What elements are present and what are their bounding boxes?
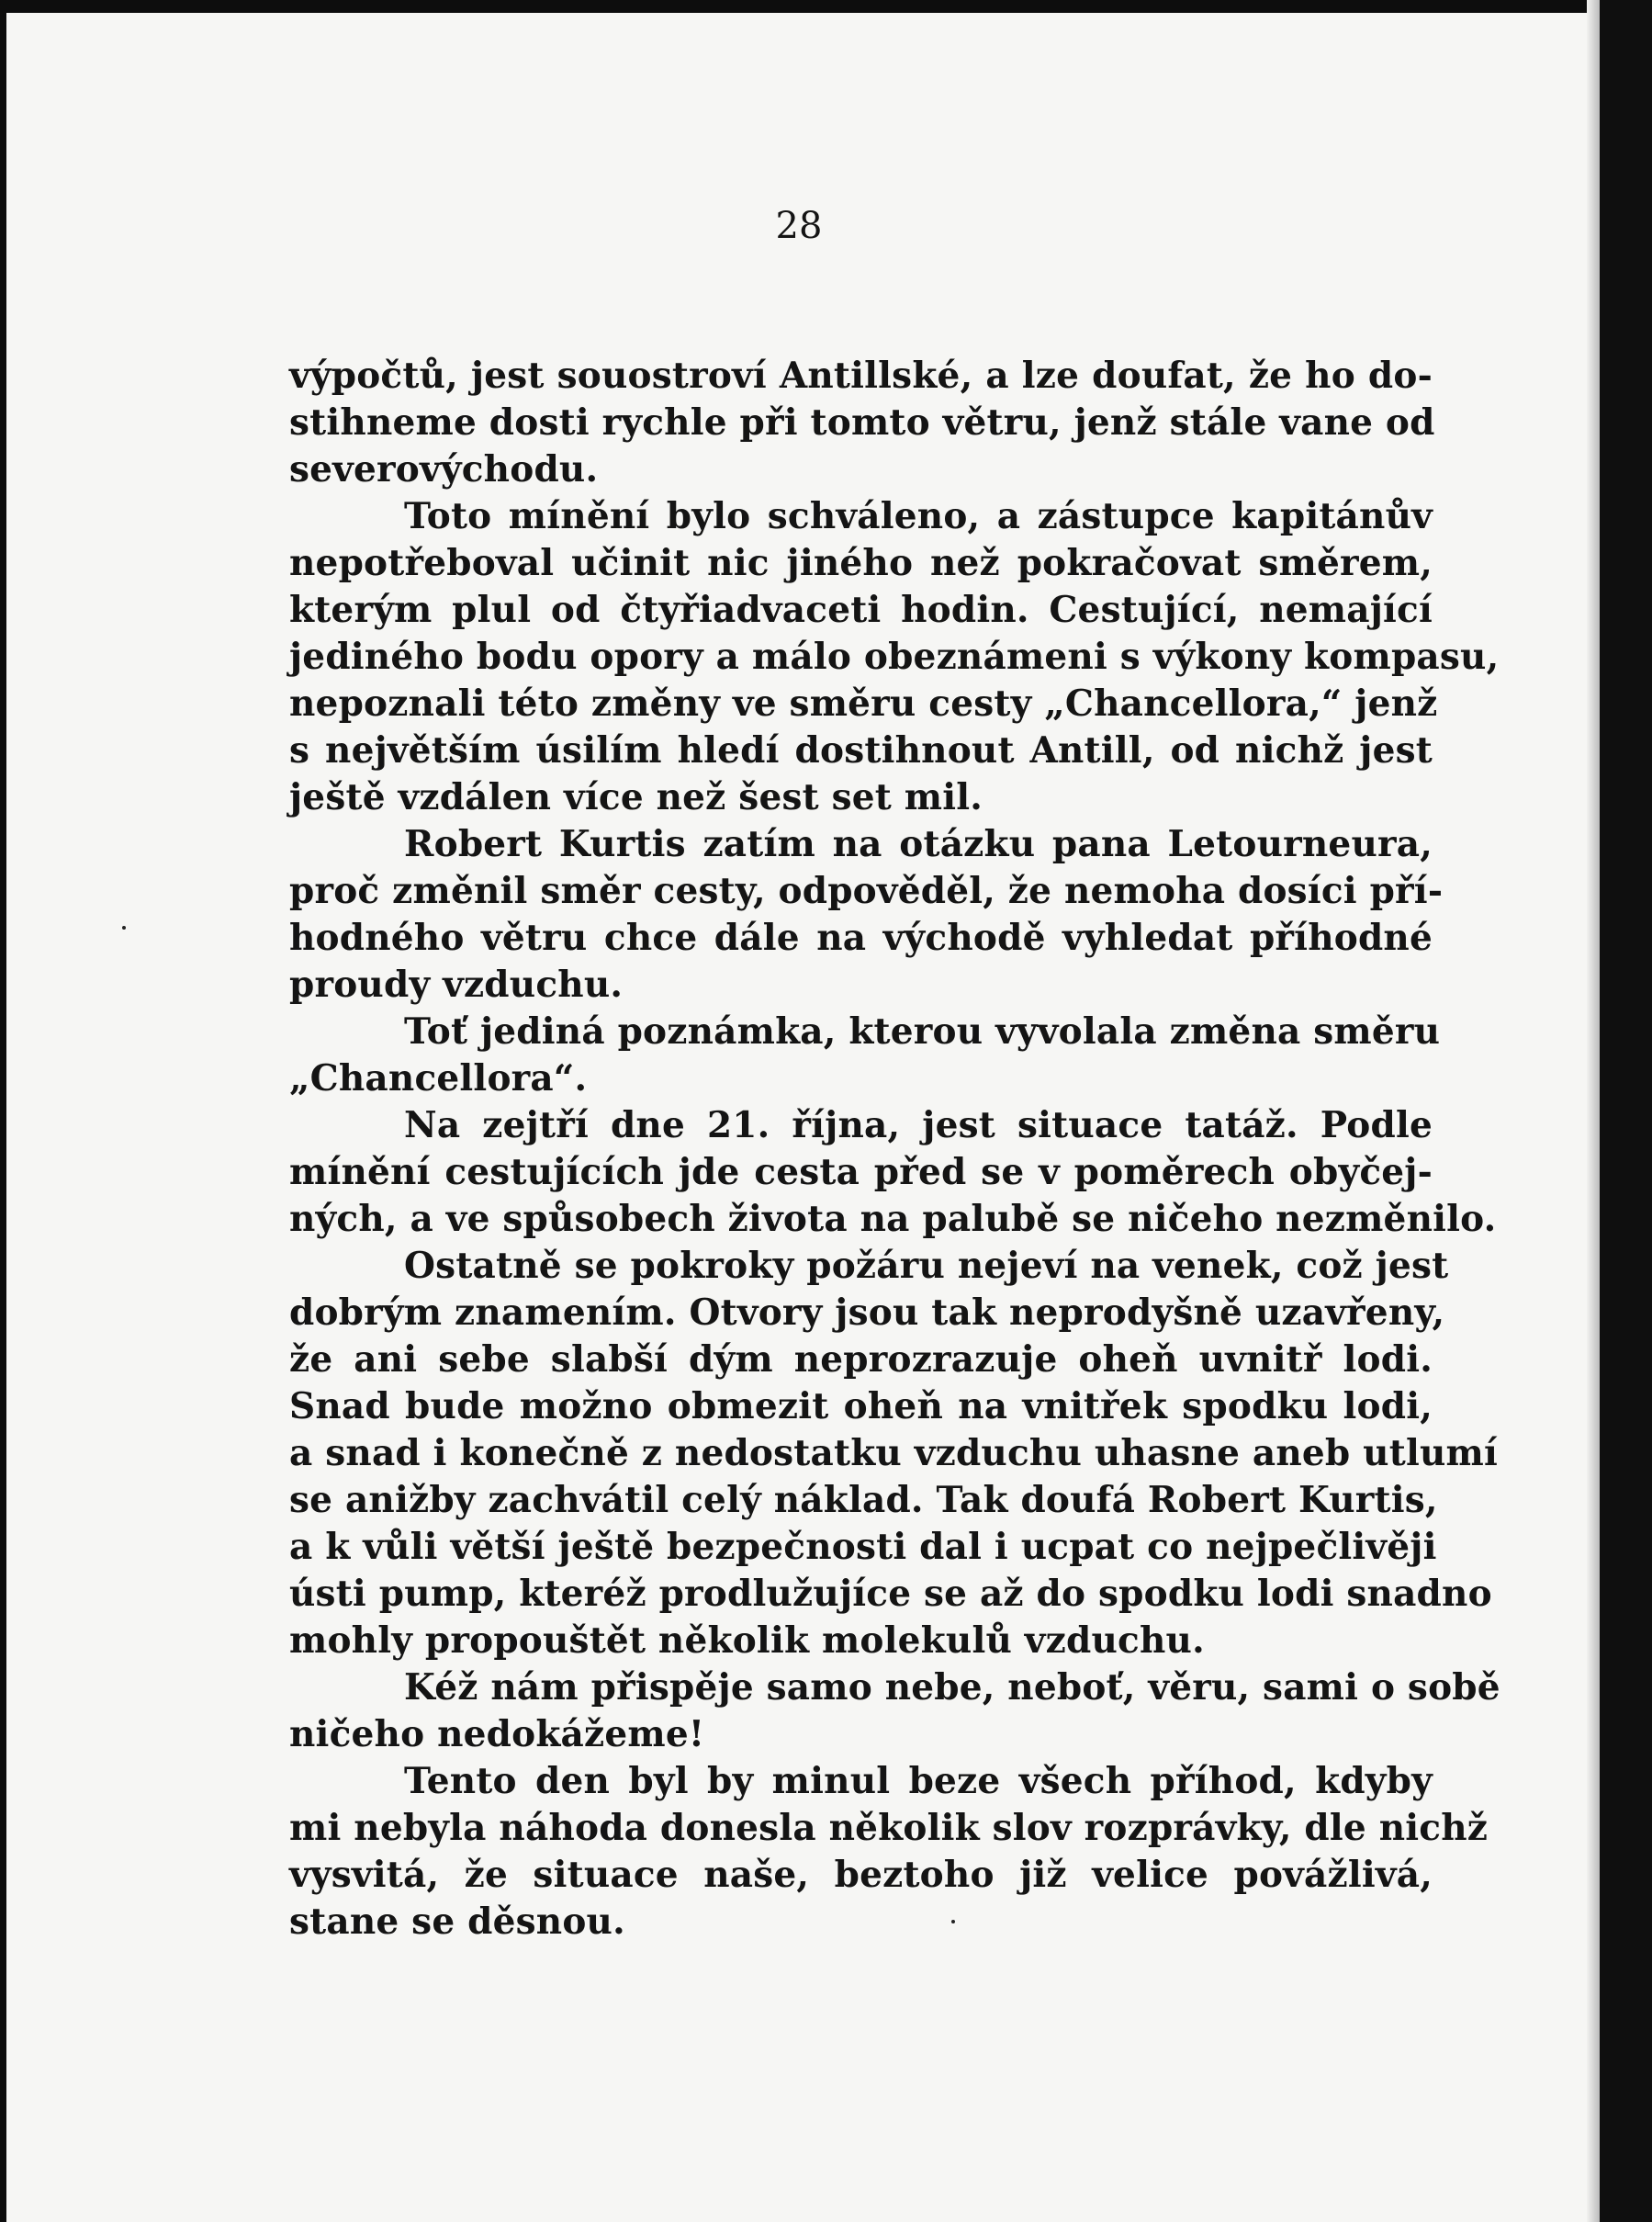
scan-border-left [0, 0, 6, 2222]
text-line: jediného bodu opory a málo obeznámeni s výkony kompasu, [289, 636, 1500, 678]
text-line: se anižby zachvátil celý náklad. Tak doufá Robert Kurtis, [289, 1479, 1438, 1521]
text-line: mi nebyla náhoda donesla několik slov rozprávky, dle nichž [289, 1807, 1489, 1849]
text-line: dobrým znamením. Otvory jsou tak neprodyšně uzavřeny, [289, 1291, 1445, 1334]
text-line: kterým plul od čtyřiadvaceti hodin. Cestující, nemající [289, 589, 1433, 631]
text-line: proudy vzduchu. [289, 964, 624, 1006]
text-line: že ani sebe slabší dým neprozrazuje oheň uvnitř lodi. [289, 1338, 1433, 1381]
text-line: ných, a ve spůsobech života na palubě se ničeho nezměnilo. [289, 1198, 1497, 1240]
text-line: Snad bude možno obmezit oheň na vnitřek spodku lodi, [289, 1385, 1433, 1427]
text-line: ještě vzdálen více než šest set mil. [289, 776, 983, 818]
body-text [289, 353, 1500, 1946]
text-line: nepoznali této změny ve směru cesty „Chancellora,“ jenž [289, 682, 1438, 725]
print-speck [951, 1920, 955, 1923]
print-speck [122, 926, 126, 930]
text-line: Kéž nám přispěje samo nebe, neboť, věru, sami o sobě [404, 1666, 1500, 1709]
text-line: a snad i konečně z nedostatku vzduchu uhasne aneb utlumí [289, 1432, 1499, 1474]
text-line: severovýchodu. [289, 448, 599, 491]
text-line: Toto mínění bylo schváleno, a zástupce kapitánův [404, 495, 1433, 537]
text-line: Na zejtří dne 21. října, jest situace tatáž. Podle [404, 1104, 1433, 1146]
text-line: s největším úsilím hledí dostihnout Antill, od nichž jest [289, 729, 1433, 772]
text-line: stihneme dosti rychle při tomto větru, jenž stále vane od [289, 401, 1435, 444]
scan-border-right [1600, 0, 1652, 2222]
text-line: vysvitá, že situace naše, beztoho již velice povážlivá, [289, 1854, 1433, 1896]
scan-border-top [0, 0, 1652, 13]
text-line: „Chancellora“. [289, 1057, 588, 1100]
page-number: 28 [775, 205, 823, 247]
text-line: mínění cestujících jde cesta před se v poměrech obyčej- [289, 1151, 1433, 1193]
text-line: hodného větru chce dále na východě vyhledat příhodné [289, 917, 1433, 959]
text-line: proč změnil směr cesty, odpověděl, že nemoha dosíci pří- [289, 870, 1444, 912]
text-line: ničeho nedokážeme! [289, 1713, 705, 1755]
text-line: ústi pump, kteréž prodlužujíce se až do spodku lodi snadno [289, 1573, 1492, 1615]
text-line: Ostatně se pokroky požáru nejeví na venek, což jest [404, 1245, 1449, 1287]
text-line: stane se děsnou. [289, 1901, 625, 1943]
text-line: Tento den byl by minul beze všech příhod, kdyby [404, 1760, 1433, 1802]
text-line: výpočtů, jest souostroví Antillské, a lze doufat, že ho do- [289, 355, 1433, 397]
text-line: a k vůli větší ještě bezpečnosti dal i ucpat co nejpečlivěji [289, 1526, 1437, 1568]
text-line: Toť jediná poznámka, kterou vyvolala změna směru [404, 1010, 1441, 1053]
page-edge-shadow [1587, 0, 1600, 2222]
text-line: nepotřeboval učinit nic jiného než pokračovat směrem, [289, 542, 1433, 584]
text-line: mohly propouštět několik molekulů vzduchu. [289, 1619, 1205, 1662]
text-line: Robert Kurtis zatím na otázku pana Letourneura, [404, 823, 1433, 865]
